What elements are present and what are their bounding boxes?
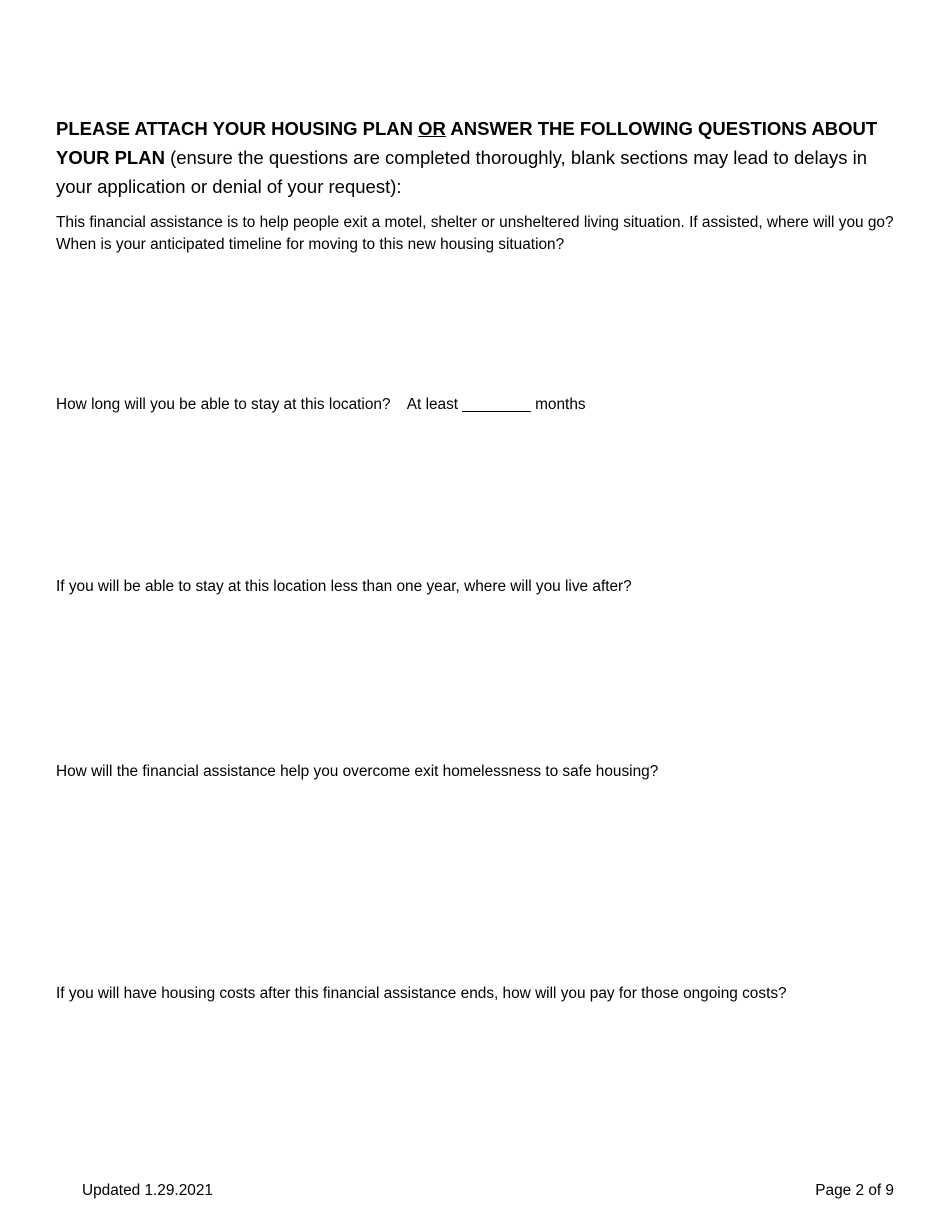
heading-bold-part2: ANSWER THE FOLLOWING QUESTIONS ABOUT YOUR PLAN: [56, 118, 878, 168]
heading-note: (ensure the questions are completed thoroughly, blank sections may lead to delays in your application or denial of your request):: [56, 147, 867, 197]
footer-page-number: Page 2 of 9: [815, 1182, 894, 1199]
heading-or-underlined: OR: [418, 118, 446, 139]
question-stay-length: How long will you be able to stay at this location? At least ________ months: [56, 396, 586, 413]
question-after-one-year: If you will be able to stay at this location less than one year, where will you live after?: [56, 578, 632, 595]
heading-bold-part1: PLEASE ATTACH YOUR HOUSING PLAN: [56, 118, 419, 139]
question-exit-plan: This financial assistance is to help people exit a motel, shelter or unsheltered living situation. If assisted, where will you go? When is your anticipated timeline for moving to this new housing situation?: [56, 214, 894, 253]
footer-updated-date: Updated 1.29.2021: [82, 1182, 213, 1199]
question-ongoing-costs: If you will have housing costs after this financial assistance ends, how will you pay for those ongoing costs?: [56, 985, 787, 1002]
housing-plan-heading: [56, 114, 896, 201]
question-overcome-homelessness: How will the financial assistance help you overcome exit homelessness to safe housing?: [56, 763, 659, 780]
